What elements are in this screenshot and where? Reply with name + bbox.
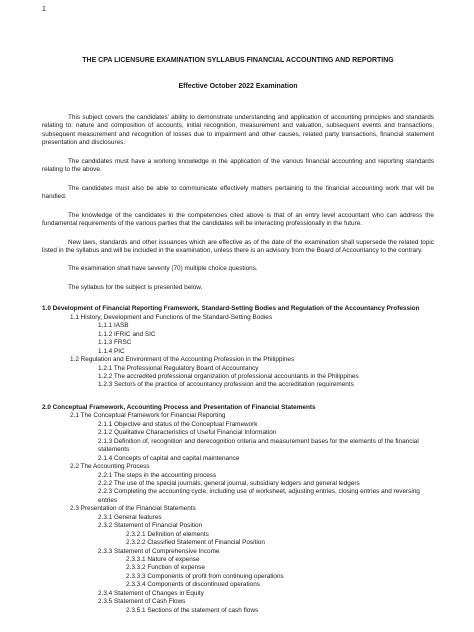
syllabus-item: 1.1.2 IFRIC and SIC (98, 330, 156, 338)
syllabus-item: 2.3.2.1 Definition of elements (126, 530, 209, 538)
section-heading: 1.0 Development of Financial Reporting Framework, Standard-Setting Bodies and Regulation of the Accountancy Profession (42, 305, 420, 313)
syllabus-item: 1.1.1 IASB (98, 322, 129, 330)
syllabus-item: 2.1 The Conceptual Framework for Financial Reporting (70, 412, 226, 420)
syllabus-item: 2.3.2.2 Classified Statement of Financial Position (126, 539, 265, 547)
syllabus-item: 2.2 The Accounting Process (70, 463, 150, 471)
syllabus-item: 2.3.3 Statement of Comprehensive Income (98, 547, 220, 555)
document-subtitle: Effective October 2022 Examination (178, 83, 298, 90)
syllabus-item: 1.1.3 FRSC (98, 339, 132, 347)
syllabus-item: 2.3.3.4 Components of discontinued operations (126, 581, 260, 589)
syllabus-item: 2.3.5 Statement of Cash Flows (98, 598, 186, 606)
syllabus-item: 2.1.4 Concepts of capital and capital maintenance (98, 454, 240, 462)
intro-paragraph: The candidates must have a working knowledge in the application of the various financial accounting and reporting standards relating to the above. (42, 157, 434, 174)
syllabus-item: 2.2.3 Completing the accounting cycle, including use of worksheet, adjusting entries, closing entries and reversing entries (98, 488, 420, 504)
intro-paragraph: The syllabus for the subject is presented below. (68, 283, 203, 291)
section-heading: 2.0 Conceptual Framework, Accounting Process and Presentation of Financial Statements (42, 403, 316, 411)
syllabus-item: 1.2 Regulation and Environment of the Accounting Profession in the Philippines (70, 356, 295, 364)
intro-paragraph: The knowledge of the candidates in the competencies cited above is that of an entry level accountant who can address the fundamental requirements of the various parties that the candidates will be interacting professionally in the future. (42, 211, 434, 228)
syllabus-item: 2.1.1 Objective and status of the Conceptual Framework (98, 420, 258, 428)
syllabus-item: 2.1.2 Qualitative Characteristics of Useful Financial Information (98, 429, 277, 437)
syllabus-item: 1.2.3 Sectors of the practice of accountancy profession and the accreditation requirements (98, 381, 354, 389)
syllabus-item: 2.3 Presentation of the Financial Statements (70, 505, 196, 513)
intro-paragraph: New laws, standards and other issuances which are effective as of the date of the examination shall supersede the related topic listed in the syllabus and will be included in the examination, unless there is an advisory from the Board of Accountancy to the contrary. (42, 238, 434, 254)
page-number: 1 (42, 6, 46, 13)
document-body (42, 114, 434, 615)
intro-paragraph: The candidates must also be able to communicate effectively matters pertaining to the financial accounting work that will be handled. (42, 184, 434, 201)
syllabus-item: 1.1.4 PIC (98, 347, 125, 355)
syllabus-item: 2.2.1 The steps in the accounting process (98, 471, 217, 479)
intro-paragraph: The examination shall have seventy (70) multiple choice questions. (68, 265, 258, 273)
syllabus-item: 2.3.5.1 Sections of the statement of cash flows (126, 606, 259, 614)
syllabus-item: 2.2.2 The use of the special journals, general journal, subsidiary ledgers and general ledgers (98, 479, 360, 487)
syllabus-item: 1.2.1 The Professional Regulatory Board of Accountancy (98, 364, 259, 372)
syllabus-item: 2.3.3.1 Nature of expense (126, 556, 200, 564)
syllabus-item: 2.3.1 General features (98, 513, 162, 521)
syllabus-item: 1.1 History, Development and Functions of the Standard-Setting Bodies (70, 313, 273, 321)
syllabus-item: 2.3.4 Statement of Changes in Equity (98, 589, 204, 597)
intro-paragraph: This subject covers the candidates’ ability to demonstrate understanding and application of accounting principles and standards relating to: nature and composition of accounts, initial recognition, measurement and valuation, subsequent events and transactions, subsequent measurement and recognition of losses due to impairment and other causes, related party transactions, financial statement presentation and disclosures. (42, 114, 434, 147)
document-title: THE CPA LICENSURE EXAMINATION SYLLABUS FINANCIAL ACCOUNTING AND REPORTING (82, 57, 394, 64)
syllabus-item: 2.3.3.2 Function of expense (126, 564, 205, 572)
syllabus-item: 2.3.2 Statement of Financial Position (98, 522, 203, 530)
syllabus-item: 2.3.3.3 Components of profit from continuing operations (126, 572, 284, 580)
syllabus-item: 1.2.2 The accredited professional organization of professional accountants in the Philippines (98, 372, 359, 380)
syllabus-item: 2.1.3 Definition of, recognition and derecognition criteria and measurement bases for the elements of the financial statements (98, 437, 419, 454)
